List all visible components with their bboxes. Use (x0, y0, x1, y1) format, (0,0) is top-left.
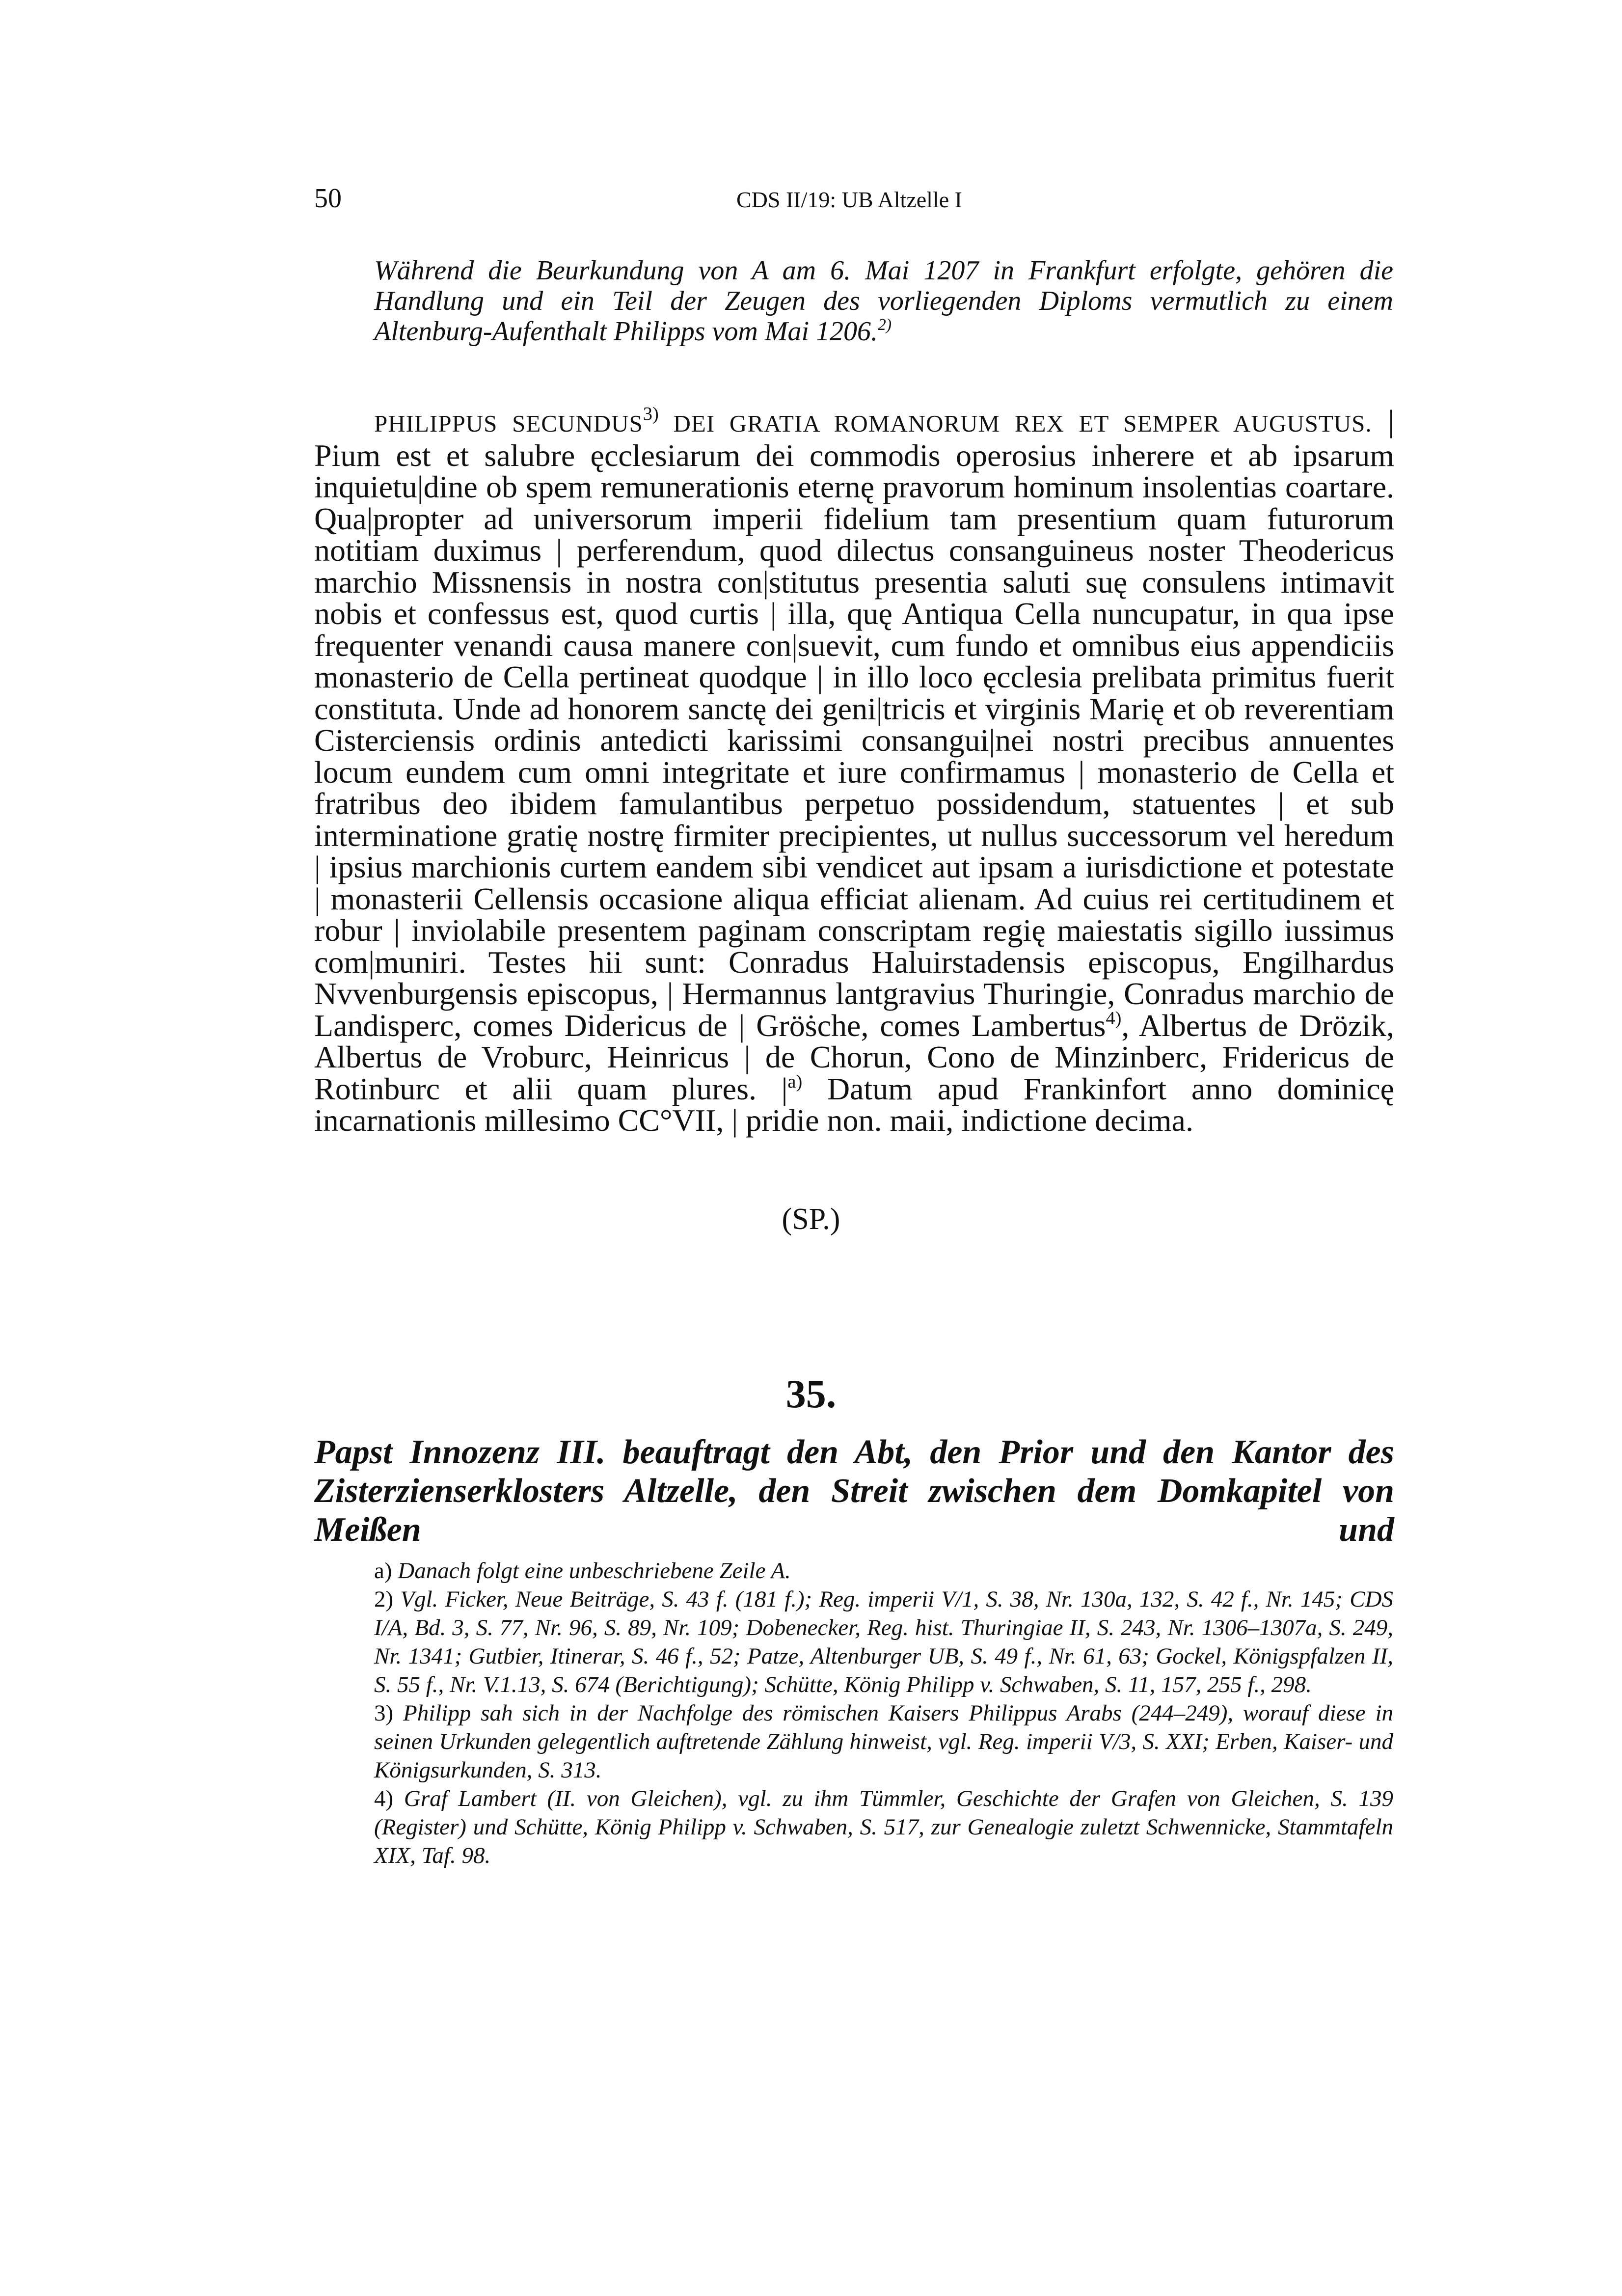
editorial-preface (374, 255, 1393, 347)
footnote-label: 4) (374, 1786, 394, 1811)
footnote-ref: 3) (643, 404, 659, 425)
footnote (374, 1699, 1393, 1784)
footnote-text: Graf Lambert (II. von Gleichen), vgl. zu ihm Tümmler, Geschichte der Grafen von Gleichen, S. 139 (Register) und Schütte, König Philipp v. Schwaben, S. 517, zur Genealogie zuletzt Schwennicke, Stammtafeln XIX, Taf. 98. (374, 1786, 1393, 1868)
preface-text: Während die Beurkundung von A am 6. Mai 1207 in Frankfurt erfolgte, gehören die Handlung und ein Teil der Zeugen des vorliegenden Diploms vermutlich zu einem Altenburg-Aufenthalt Philipps vom Mai 1206. (374, 255, 1393, 347)
page-number: 50 (314, 183, 342, 214)
footnote-label: 2) (374, 1586, 394, 1612)
footnote-ref: a) (787, 1071, 803, 1092)
footnote (374, 1557, 1393, 1585)
running-title: CDS II/19: UB Altzelle I (736, 187, 962, 212)
intitulatio: PHILIPPUS SECUNDUS (374, 410, 643, 437)
entry-number: 35. (785, 1371, 837, 1416)
footnote (374, 1585, 1393, 1699)
charter-body-2: , Albertus de Drözik, Albertus de Vroburc, Heinricus | de Chorun, Cono de Minzinberc, Fridericus de Rotinburc et alii quam plures. | (314, 1008, 1395, 1106)
footnote-text: Philipp sah sich in der Nachfolge des römischen Kaisers Philippus Arabs (244–249), worauf diese in seinen Urkunden gelegentlich auftretende Zählung hinweist, vgl. Reg. imperii V/3, S. XXI; Erben, Kaiser- und Königsurkunden, S. 313. (374, 1700, 1394, 1783)
charter-text (314, 406, 1394, 1137)
footnote-text: Danach folgt eine unbeschriebene Zeile A. (398, 1558, 791, 1584)
footnote (374, 1784, 1393, 1870)
footnotes (374, 1557, 1393, 1870)
footnote-text: Vgl. Ficker, Neue Beiträge, S. 43 f. (181 f.); Reg. imperii V/1, S. 38, Nr. 130a, 132, S. 42 f., Nr. 145; CDS I/A, Bd. 3, S. 77, Nr. 96, S. 89, Nr. 109; Dobenecker, Reg. hist. Thuringiae II, S. 243, Nr. 1306–1307a, S. 249, Nr. 1341; Gutbier, Itinerar, S. 46 f., 52; Patze, Altenburger UB, S. 49 f., Nr. 61, 63; Gockel, Königspfalzen II, S. 55 f., Nr. V.1.13, S. 674 (Berichtigung); Schütte, König Philipp v. Schwaben, S. 11, 157, 255 f., 298. (374, 1586, 1393, 1697)
footnote-ref: 4) (1106, 1008, 1122, 1029)
footnote-label: 3) (374, 1700, 394, 1726)
footnote-label: a) (374, 1558, 392, 1584)
footnote-ref: 2) (878, 316, 892, 334)
charter-body-1: | Pium est et salubre ęcclesiarum dei commodis operosius inherere et ab ipsarum inquietu|dine ob spem remunerationis eternę pravorum hominum insolentias coartare. Qua|propter ad universorum imperii fidelium tam presentium quam futurorum notitiam duximus | perferendum, quod dilectus consanguineus noster Theodericus marchio Missnensis in nostra con|stitutus presentia saluti suę consulens intimavit nobis et confessus est, quod curtis | illa, quę Antiqua Cella nuncupatur, in qua ipse frequenter venandi causa manere con|suevit, cum fundo et omnibus eius appendiciis monasterio de Cella pertineat quodque | in illo loco ęcclesia prelibata primitus fuerit constituta. Unde ad honorem sanctę dei geni|tricis et virginis Marię et ob reverentiam Cisterciensis ordinis antedicti karissimi consangui|nei nostri precibus annuentes locum eundem cum omni integritate et iure confirmamus | monasterio de Cella et fratribus deo ibidem famulantibus perpetuo possidendum, statuentes | et sub interminatione gratię nostrę firmiter precipientes, ut nullus successorum vel heredum | ipsius marchionis curtem eandem sibi vendicet aut ipsam a iurisdictione et potestate | monasterii Cellensis occasione aliqua efficiat alienam. Ad cuius rei certitudinem et robur | inviolabile presentem paginam conscriptam regię maiestatis sigillo iussimus com|muniri. Testes hii sunt: Conradus Haluirstadensis episcopus, Engilhardus Nvvenburgensis episcopus, | Hermannus lantgravius Thuringie, Conradus marchio de Landisperc, comes Didericus de | Gröṡche, comes Lambertus (314, 404, 1395, 1043)
seal-note: (SP.) (782, 1203, 840, 1236)
entry-heading: Papst Innozenz III. beauftragt den Abt, den Prior und den Kantor des Zisterzienserklosters Altzelle, den Streit zwischen dem Domkapitel von Meißen und (314, 1433, 1394, 1549)
charter-body-3: Datum apud Frankinfort anno dominicę incarnationis millesimo CC°VII, | pridie non. maii, indictione decima. (314, 1071, 1395, 1138)
intitulatio-continued: DEI GRATIA ROMANORUM REX ET SEMPER AUGUSTUS. (658, 410, 1372, 437)
